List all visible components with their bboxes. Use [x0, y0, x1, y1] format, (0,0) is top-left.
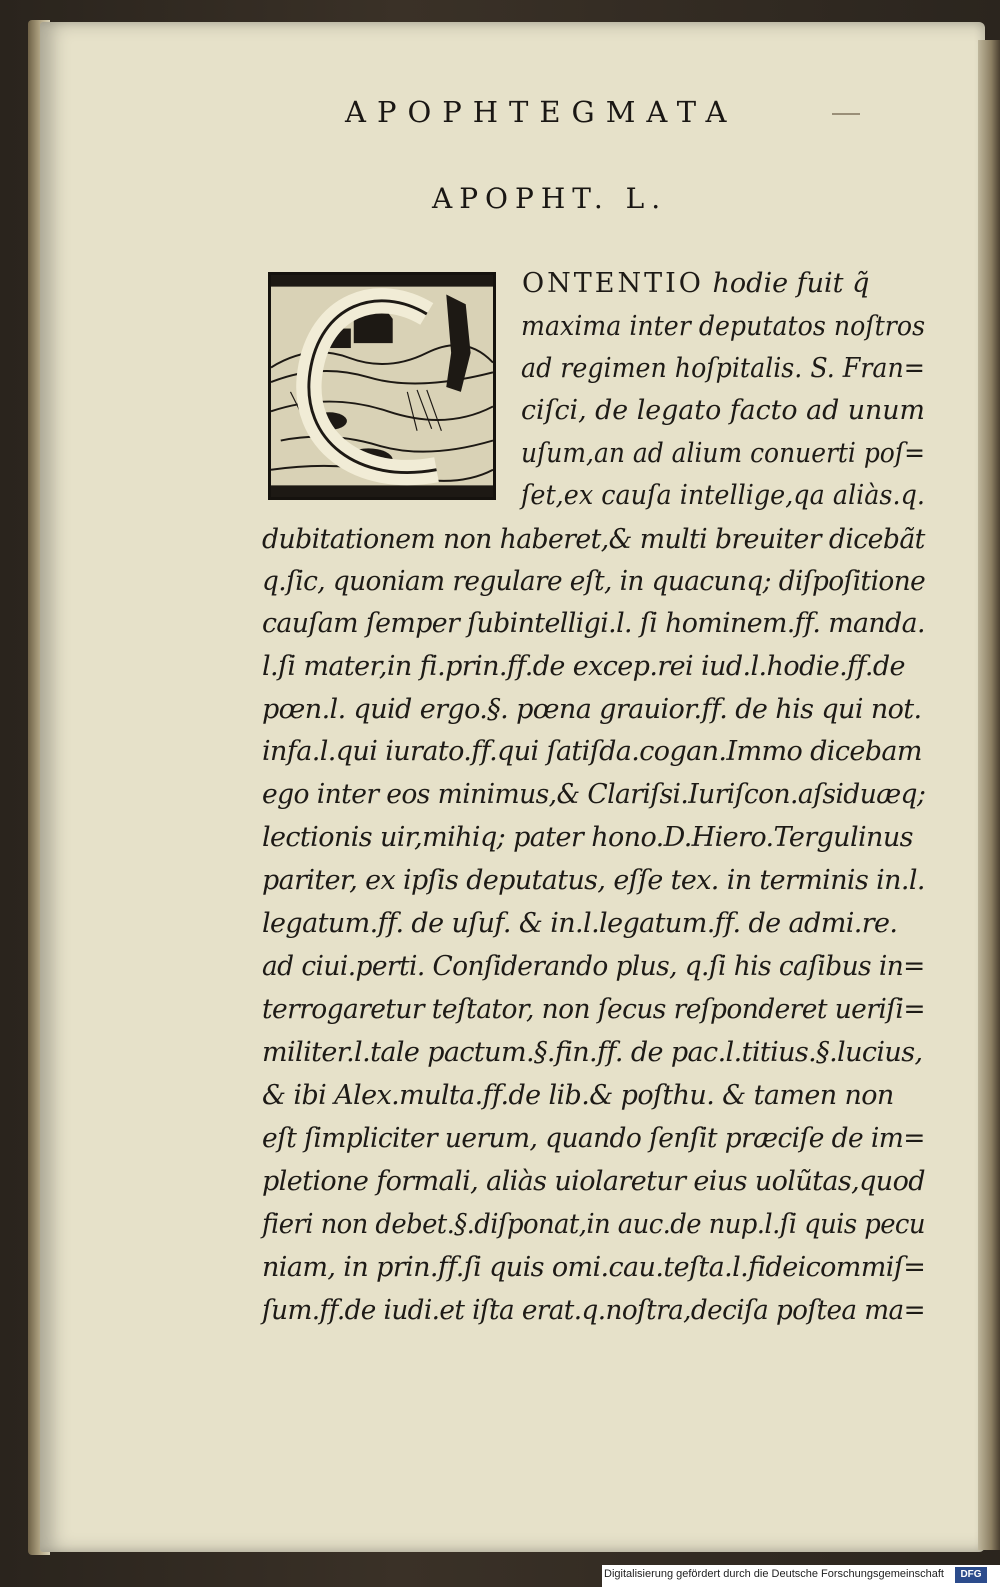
text-line: maxima inter deputatos noſtros [521, 311, 926, 342]
text-line: militer.l.tale pactum.§.fin.ff. de pac.l.titius.§.lucius, [262, 1037, 923, 1068]
text-line: ſet,ex cauſa intellige,qa aliàs.q. [521, 480, 925, 511]
text-line: cauſam ſemper ſubintelligi.l. ſi hominem.ff. manda. [262, 608, 925, 639]
opening-line-text: hodie fuit q̃ [712, 268, 870, 299]
text-line: fieri non debet.§.diſponat,in auc.de nup.l.ſi quis pecu [262, 1209, 925, 1240]
text-line: pletione formali, aliàs uiolaretur eius uolũtas,quod [262, 1166, 925, 1197]
text-line: q.ſic, quoniam regulare eſt, in quacunq; diſpoſitione [262, 566, 926, 597]
decorated-initial [268, 272, 496, 500]
text-line: dubitationem non haberet,& multi breuiter dicebãt [262, 524, 925, 555]
text-line: terrogaretur teſtator, non ſecus reſponderet ueriſi= [262, 994, 925, 1025]
page-right-edge [978, 40, 1000, 1550]
running-head: APOPHTEGMATA [345, 95, 738, 129]
text-line: pariter, ex ipſis deputatus, eſſe tex. in terminis in.l. [262, 865, 925, 896]
opening-capitals: ONTENTIO [522, 268, 704, 299]
text-line: ciſci, de legato facto ad unum [521, 395, 925, 426]
text-line: lectionis uir,mihiq; pater hono.D.Hiero.Tergulinus [262, 822, 913, 853]
text-line: ad ciui.perti. Conſiderando plus, q.ſi his caſibus in= [262, 951, 925, 982]
text-line: ad regimen hoſpitalis. S. Fran= [521, 353, 925, 384]
text-line: legatum.ff. de uſuf. & in.l.legatum.ff. de admi.re. [262, 908, 898, 939]
text-line: niam, in prin.ff.ſi quis omi.cau.teſta.l.fideicommiſ= [262, 1252, 926, 1283]
text-line: infa.l.qui iurato.ff.qui ſatiſda.cogan.Immo dicebam [262, 736, 922, 767]
text-line: pœn.l. quid ergo.§. pœna grauior.ff. de his qui not. [262, 694, 922, 725]
text-line: ego inter eos minimus,& Clariſsi.Iuriſcon.aſsiduæq; [262, 779, 926, 810]
section-title: APOPHT. L. [432, 182, 668, 215]
text-line: eſt ſimpliciter uerum, quando ſenſit præciſe de im= [262, 1123, 925, 1154]
text-line: uſum,an ad alium conuerti poſ= [521, 438, 925, 469]
dfg-logo-icon: DFG [955, 1567, 987, 1583]
footer-credit: Digitalisierung gefördert durch die Deutsche Forschungsgemeinschaft [604, 1568, 944, 1580]
text-line: & ibi Alex.multa.ff.de lib.& poſthu. & tamen non [262, 1080, 894, 1111]
woodcut-initial-illustration [271, 275, 493, 497]
text-line: l.ſi mater,in fi.prin.ff.de excep.rei iud.l.hodie.ff.de [262, 651, 905, 682]
running-head-rule [832, 113, 860, 115]
text-line: ſum.ff.de iudi.et iſta erat.q.noſtra,deciſa poſtea ma= [262, 1295, 926, 1326]
text-line-opening [522, 270, 869, 297]
